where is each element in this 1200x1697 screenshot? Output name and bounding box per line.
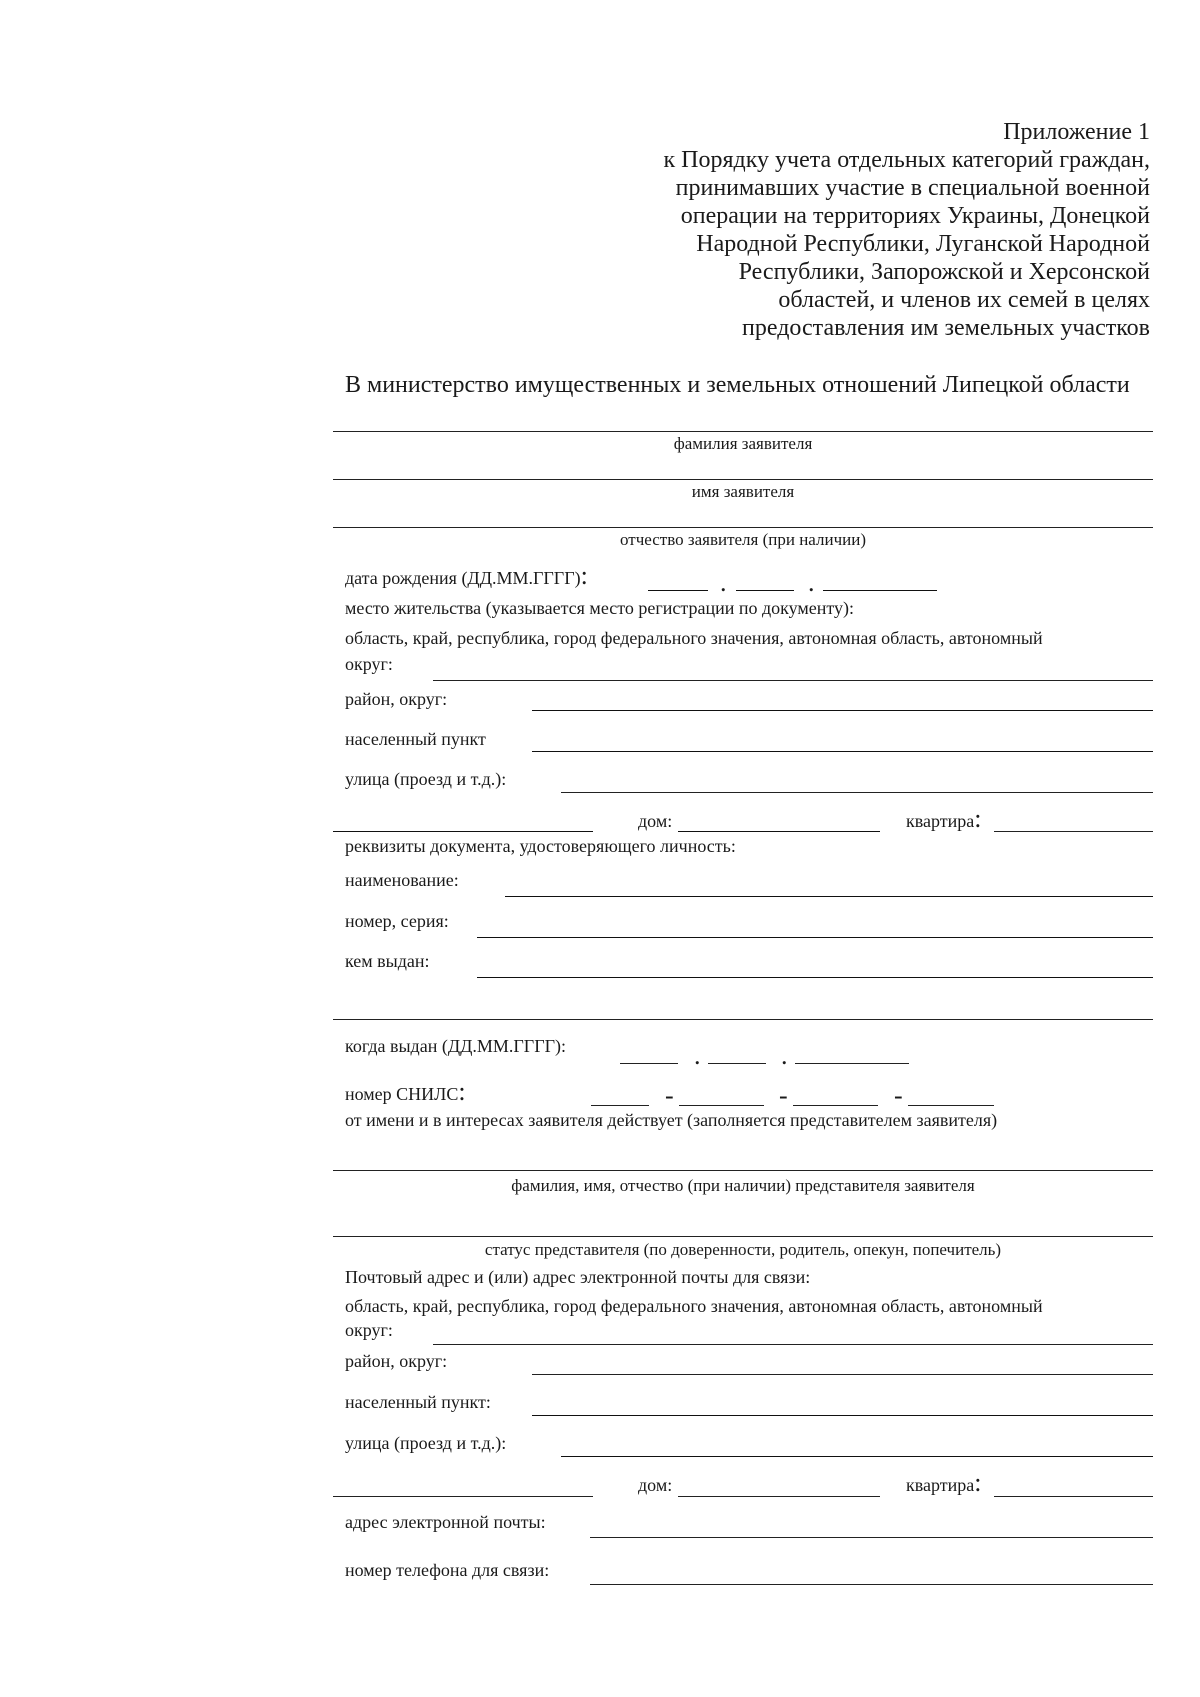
district-field[interactable] (532, 710, 1153, 711)
patronymic-field[interactable] (333, 527, 1153, 528)
postal-street-label: улица (проезд и т.д.): (345, 1433, 507, 1453)
apartment-label: квартира: (906, 804, 982, 833)
representative-status-caption: статус представителя (по доверенности, родитель, опекун, попечитель) (484, 1240, 1002, 1259)
name-caption: имя заявителя (691, 482, 795, 501)
street-label: улица (проезд и т.д.): (345, 769, 507, 789)
birth-month-field[interactable] (736, 590, 794, 591)
postal-region-field[interactable] (433, 1344, 1153, 1345)
patronymic-caption: отчество заявителя (при наличии) (620, 530, 866, 549)
issue-year-field[interactable] (795, 1063, 909, 1064)
snils-part1-field[interactable] (591, 1105, 649, 1106)
date-separator: . (720, 568, 727, 597)
header-line: к Порядку учета отдельных категорий граждан, (663, 147, 1150, 173)
doc-number-field[interactable] (477, 937, 1153, 938)
snils-separator: - (665, 1081, 674, 1110)
issued-by-continuation-field[interactable] (333, 1019, 1153, 1020)
issue-date-label: когда выдан (ДД.ММ.ГГГГ): (345, 1036, 567, 1056)
representative-heading: от имени и в интересах заявителя действует (заполняется представителем заявителя) (345, 1110, 998, 1130)
header-line: областей, и членов их семей в целях (778, 287, 1150, 313)
doc-name-label: наименование: (345, 870, 459, 890)
postal-apartment-field[interactable] (994, 1496, 1153, 1497)
date-separator: . (808, 568, 815, 597)
locality-field[interactable] (532, 751, 1153, 752)
representative-fio-field[interactable] (333, 1170, 1153, 1171)
postal-street-continuation-field[interactable] (333, 1496, 593, 1497)
street-continuation-field[interactable] (333, 831, 593, 832)
locality-label: населенный пункт (345, 729, 486, 749)
header-line: Народной Республики, Луганской Народной (696, 231, 1150, 257)
residence-heading: место жительства (указывается место регистрации по документу): (345, 598, 855, 618)
representative-fio-caption: фамилия, имя, отчество (при наличии) представителя заявителя (511, 1176, 975, 1195)
name-field[interactable] (333, 479, 1153, 480)
issued-by-field[interactable] (477, 977, 1153, 978)
birth-year-field[interactable] (823, 590, 937, 591)
surname-field[interactable] (333, 431, 1153, 432)
postal-street-field[interactable] (561, 1456, 1153, 1457)
house-label: дом: (638, 811, 673, 831)
representative-status-field[interactable] (333, 1236, 1153, 1237)
snils-part4-field[interactable] (908, 1105, 994, 1106)
region-field[interactable] (433, 680, 1153, 681)
snils-part2-field[interactable] (679, 1105, 764, 1106)
postal-house-field[interactable] (678, 1496, 880, 1497)
phone-label: номер телефона для связи: (345, 1560, 550, 1580)
region-label-line2: округ: (345, 654, 393, 674)
email-label: адрес электронной почты: (345, 1512, 546, 1532)
apartment-field[interactable] (994, 831, 1153, 832)
postal-district-label: район, округ: (345, 1351, 448, 1371)
snils-part3-field[interactable] (793, 1105, 878, 1106)
doc-name-field[interactable] (505, 896, 1153, 897)
birth-date-label: дата рождения (ДД.ММ.ГГГГ): (345, 561, 588, 590)
header-line: Республики, Запорожской и Херсонской (738, 259, 1150, 285)
issue-day-field[interactable] (620, 1063, 678, 1064)
snils-separator: - (779, 1081, 788, 1110)
issue-month-field[interactable] (708, 1063, 766, 1064)
doc-number-label: номер, серия: (345, 911, 449, 931)
addressee: В министерство имущественных и земельных отношений Липецкой области (345, 372, 1130, 398)
header-line: принимавших участие в специальной военной (675, 175, 1150, 201)
house-field[interactable] (678, 831, 880, 832)
header-line: предоставления им земельных участков (742, 315, 1150, 341)
postal-locality-label: населенный пункт: (345, 1392, 491, 1412)
postal-district-field[interactable] (532, 1374, 1153, 1375)
id-doc-heading: реквизиты документа, удостоверяющего личность: (345, 836, 736, 856)
phone-field[interactable] (590, 1584, 1153, 1585)
date-separator: . (781, 1041, 788, 1070)
header-line: операции на территориях Украины, Донецкой (680, 203, 1150, 229)
region-label-line1: область, край, республика, город федерального значения, автономная область, автономный (345, 628, 1043, 648)
issued-by-label: кем выдан: (345, 951, 430, 971)
birth-day-field[interactable] (648, 590, 708, 591)
postal-apartment-label: квартира: (906, 1468, 982, 1497)
postal-heading: Почтовый адрес и (или) адрес электронной почты для связи: (345, 1267, 811, 1287)
snils-label: номер СНИЛС: (345, 1077, 466, 1106)
postal-house-label: дом: (638, 1475, 673, 1495)
postal-region-label-line2: округ: (345, 1320, 393, 1340)
postal-region-label-line1: область, край, республика, город федерального значения, автономная область, автономный (345, 1296, 1043, 1316)
street-field[interactable] (561, 792, 1153, 793)
email-field[interactable] (590, 1537, 1153, 1538)
header-line: Приложение 1 (1003, 119, 1150, 145)
district-label: район, округ: (345, 689, 448, 709)
postal-locality-field[interactable] (532, 1415, 1153, 1416)
surname-caption: фамилия заявителя (673, 434, 813, 453)
date-separator: . (694, 1041, 701, 1070)
snils-separator: - (894, 1081, 903, 1110)
